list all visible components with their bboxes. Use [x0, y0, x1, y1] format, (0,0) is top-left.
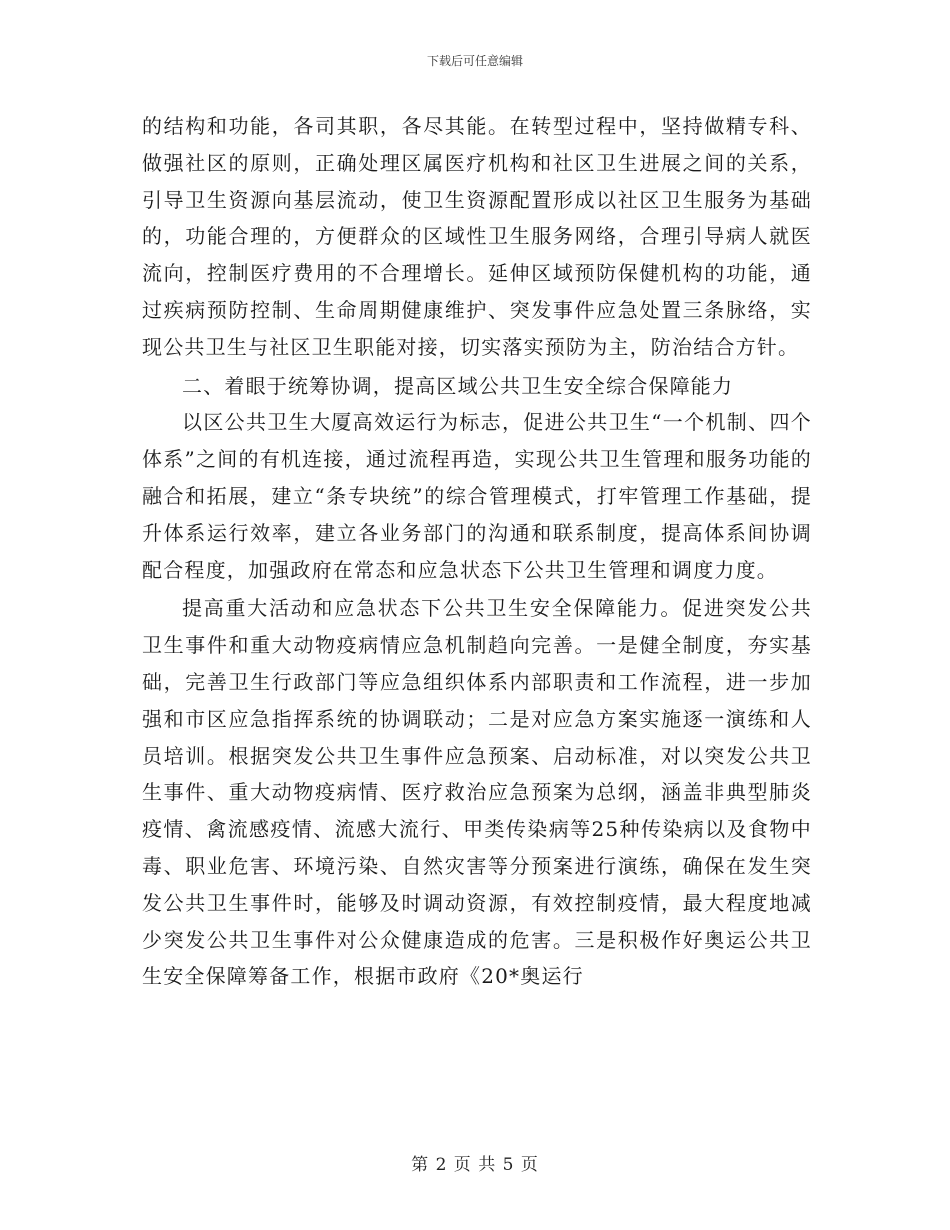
page-number: 第 2 页 共 5 页: [411, 1155, 539, 1175]
section-heading: 二、着眼于统筹协调，提高区域公共卫生安全综合保障能力: [182, 373, 734, 398]
paragraph-continuation: 的结构和功能，各司其职，各尽其能。在转型过程中，坚持做精专科、做强社区的原则，正确处理区属医疗机构和社区卫生进展之间的关系，引导卫生资源向基层流动，使卫生资源配置形成以社区卫生服务为基础的，功能合理的，方便群众的区域性卫生服务网络，合理引导病人就医流向，控制医疗费用的不合理增长。延伸区域预防保健机构的功能，通过疾病预防控制、生命周期健康维护、突发事件应急处置三条脉络，实现公共卫生与社区卫生职能对接，切实落实预防为主，防治结合方针。: [142, 114, 812, 359]
document-body: [142, 108, 812, 995]
page-header: 下载后可任意编辑: [426, 54, 523, 68]
paragraph-emergency: 提高重大活动和应急状态下公共卫生安全保障能力。促进突发公共卫生事件和重大动物疫病情应急机制趋向完善。一是健全制度，夯实基础，完善卫生行政部门等应急组织体系内部职责和工作流程，进一步加强和市区应急指挥系统的协调联动；二是对应急方案实施逐一演练和人员培训。根据突发公共卫生事件应急预案、启动标准，对以突发公共卫生事件、重大动物疫病情、医疗救治应急预案为总纲，涵盖非典型肺炎疫情、禽流感疫情、流感大流行、甲类传染病等25种传染病以及食物中毒、职业危害、环境污染、自然灾害等分预案进行演练，确保在发生突发公共卫生事件时，能够及时调动资源，有效控制疫情，最大程度地减少突发公共卫生事件对公众健康造成的危害。三是积极作好奥运公共卫生安全保障筹备工作，根据市政府《20*奥运行: [142, 596, 812, 989]
paragraph-coordination: 以区公共卫生大厦高效运行为标志，促进公共卫生“一个机制、四个体系”之间的有机连接，通过流程再造，实现公共卫生管理和服务功能的融合和拓展，建立“条专块统”的综合管理模式，打牢管理工作基础，提升体系运行效率，建立各业务部门的沟通和联系制度，提高体系间协调配合程度，加强政府在常态和应急状态下公共卫生管理和调度力度。: [142, 410, 812, 582]
